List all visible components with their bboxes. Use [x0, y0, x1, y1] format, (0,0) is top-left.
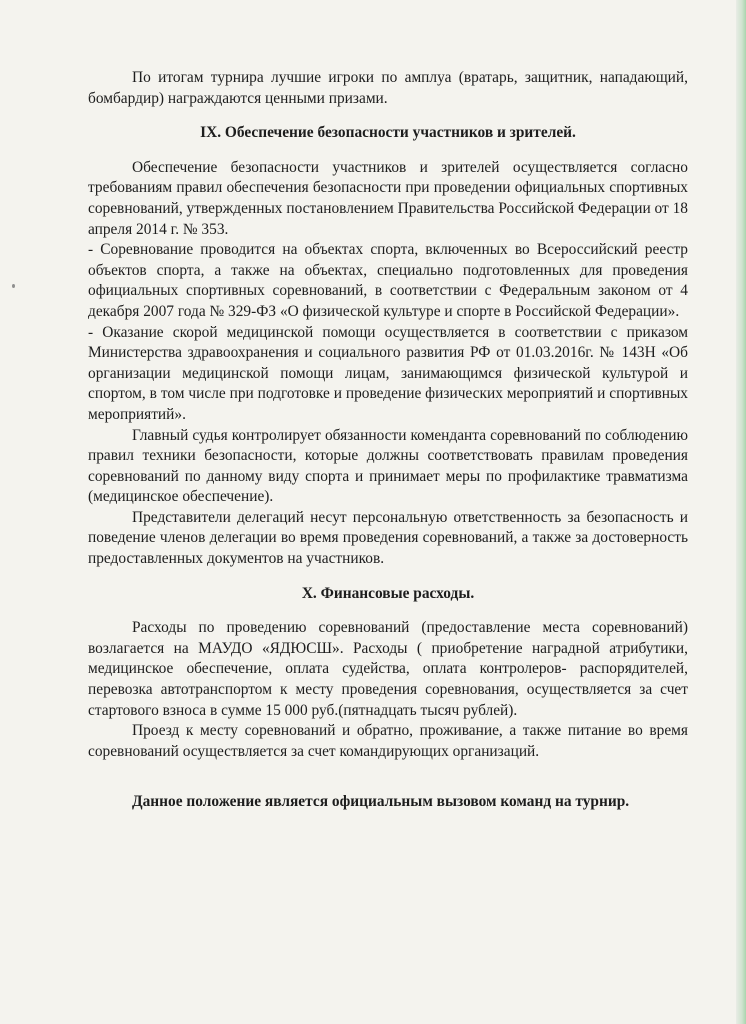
document-page	[88, 68, 688, 813]
section-9-heading: IX. Обеспечение безопасности участников и зрителей.	[200, 124, 576, 142]
scan-speck	[12, 284, 15, 288]
section-9-paragraph-2: - Соревнование проводится на объектах спорта, включенных во Всероссийский реестр объектов спорта, а также на объектах, специально подготовленных для проведения официальных спортивных соревнований, в соответствии с Федеральным законом от 4 декабря 2007 года № 329-ФЗ «О физической культуре и спорте в Российской Федерации».	[88, 241, 688, 320]
intro-paragraph: По итогам турнира лучшие игроки по амплуа (вратарь, защитник, нападающий, бомбардир) награждаются ценными призами.	[88, 69, 688, 107]
section-9-paragraph-1: Обеспечение безопасности участников и зрителей осуществляется согласно требованиям правил обеспечения безопасности при проведении официальных спортивных соревнований, утвержденных постановлением Правительства Российской Федерации от 18 апреля 2014 г. № 353.	[88, 158, 689, 238]
section-10-heading: X. Финансовые расходы.	[301, 584, 475, 602]
section-9-paragraph-3: - Оказание скорой медицинской помощи осуществляется в соответствии с приказом Министерства здравоохранения и социального развития РФ от 01.03.2016г. № 143Н «Об организации медицинской помощи лицам, занимающимся физической культурой и спортом, в том числе при подготовке и проведение физических мероприятий и спортивных мероприятий».	[88, 323, 688, 423]
scan-edge	[736, 0, 746, 1024]
section-10-paragraph-1: Расходы по проведению соревнований (предоставление места соревнований) возлагается на МАУДО «ЯДЮСШ». Расходы ( приобретение наградной атрибутики, медицинское обеспечение, оплата судейства, оплата контролеров- распорядителей, перевозка автотранспортом к месту проведения соревнования, осуществляется за счет стартового взноса в сумме 15 000 руб.(пятнадцать тысяч рублей).	[88, 619, 688, 719]
section-9-paragraph-4: Главный судья контролирует обязанности коменданта соревнований по соблюдению правил техники безопасности, которые должны соответствовать правилам проведения соревнований по данному виду спорта и принимает меры по профилактике травматизма (медицинское обеспечение).	[88, 426, 688, 506]
section-10-paragraph-2: Проезд к месту соревнований и обратно, проживание, а также питание во время соревнований осуществляется за счет командирующих организаций.	[88, 722, 688, 760]
section-9-paragraph-5: Представители делегаций несут персональную ответственность за безопасность и поведение членов делегации во время проведения соревнований, а также за достоверность предоставленных документов на участников.	[88, 508, 688, 568]
closing-statement: Данное положение является официальным вызовом команд на турнир.	[132, 793, 630, 811]
